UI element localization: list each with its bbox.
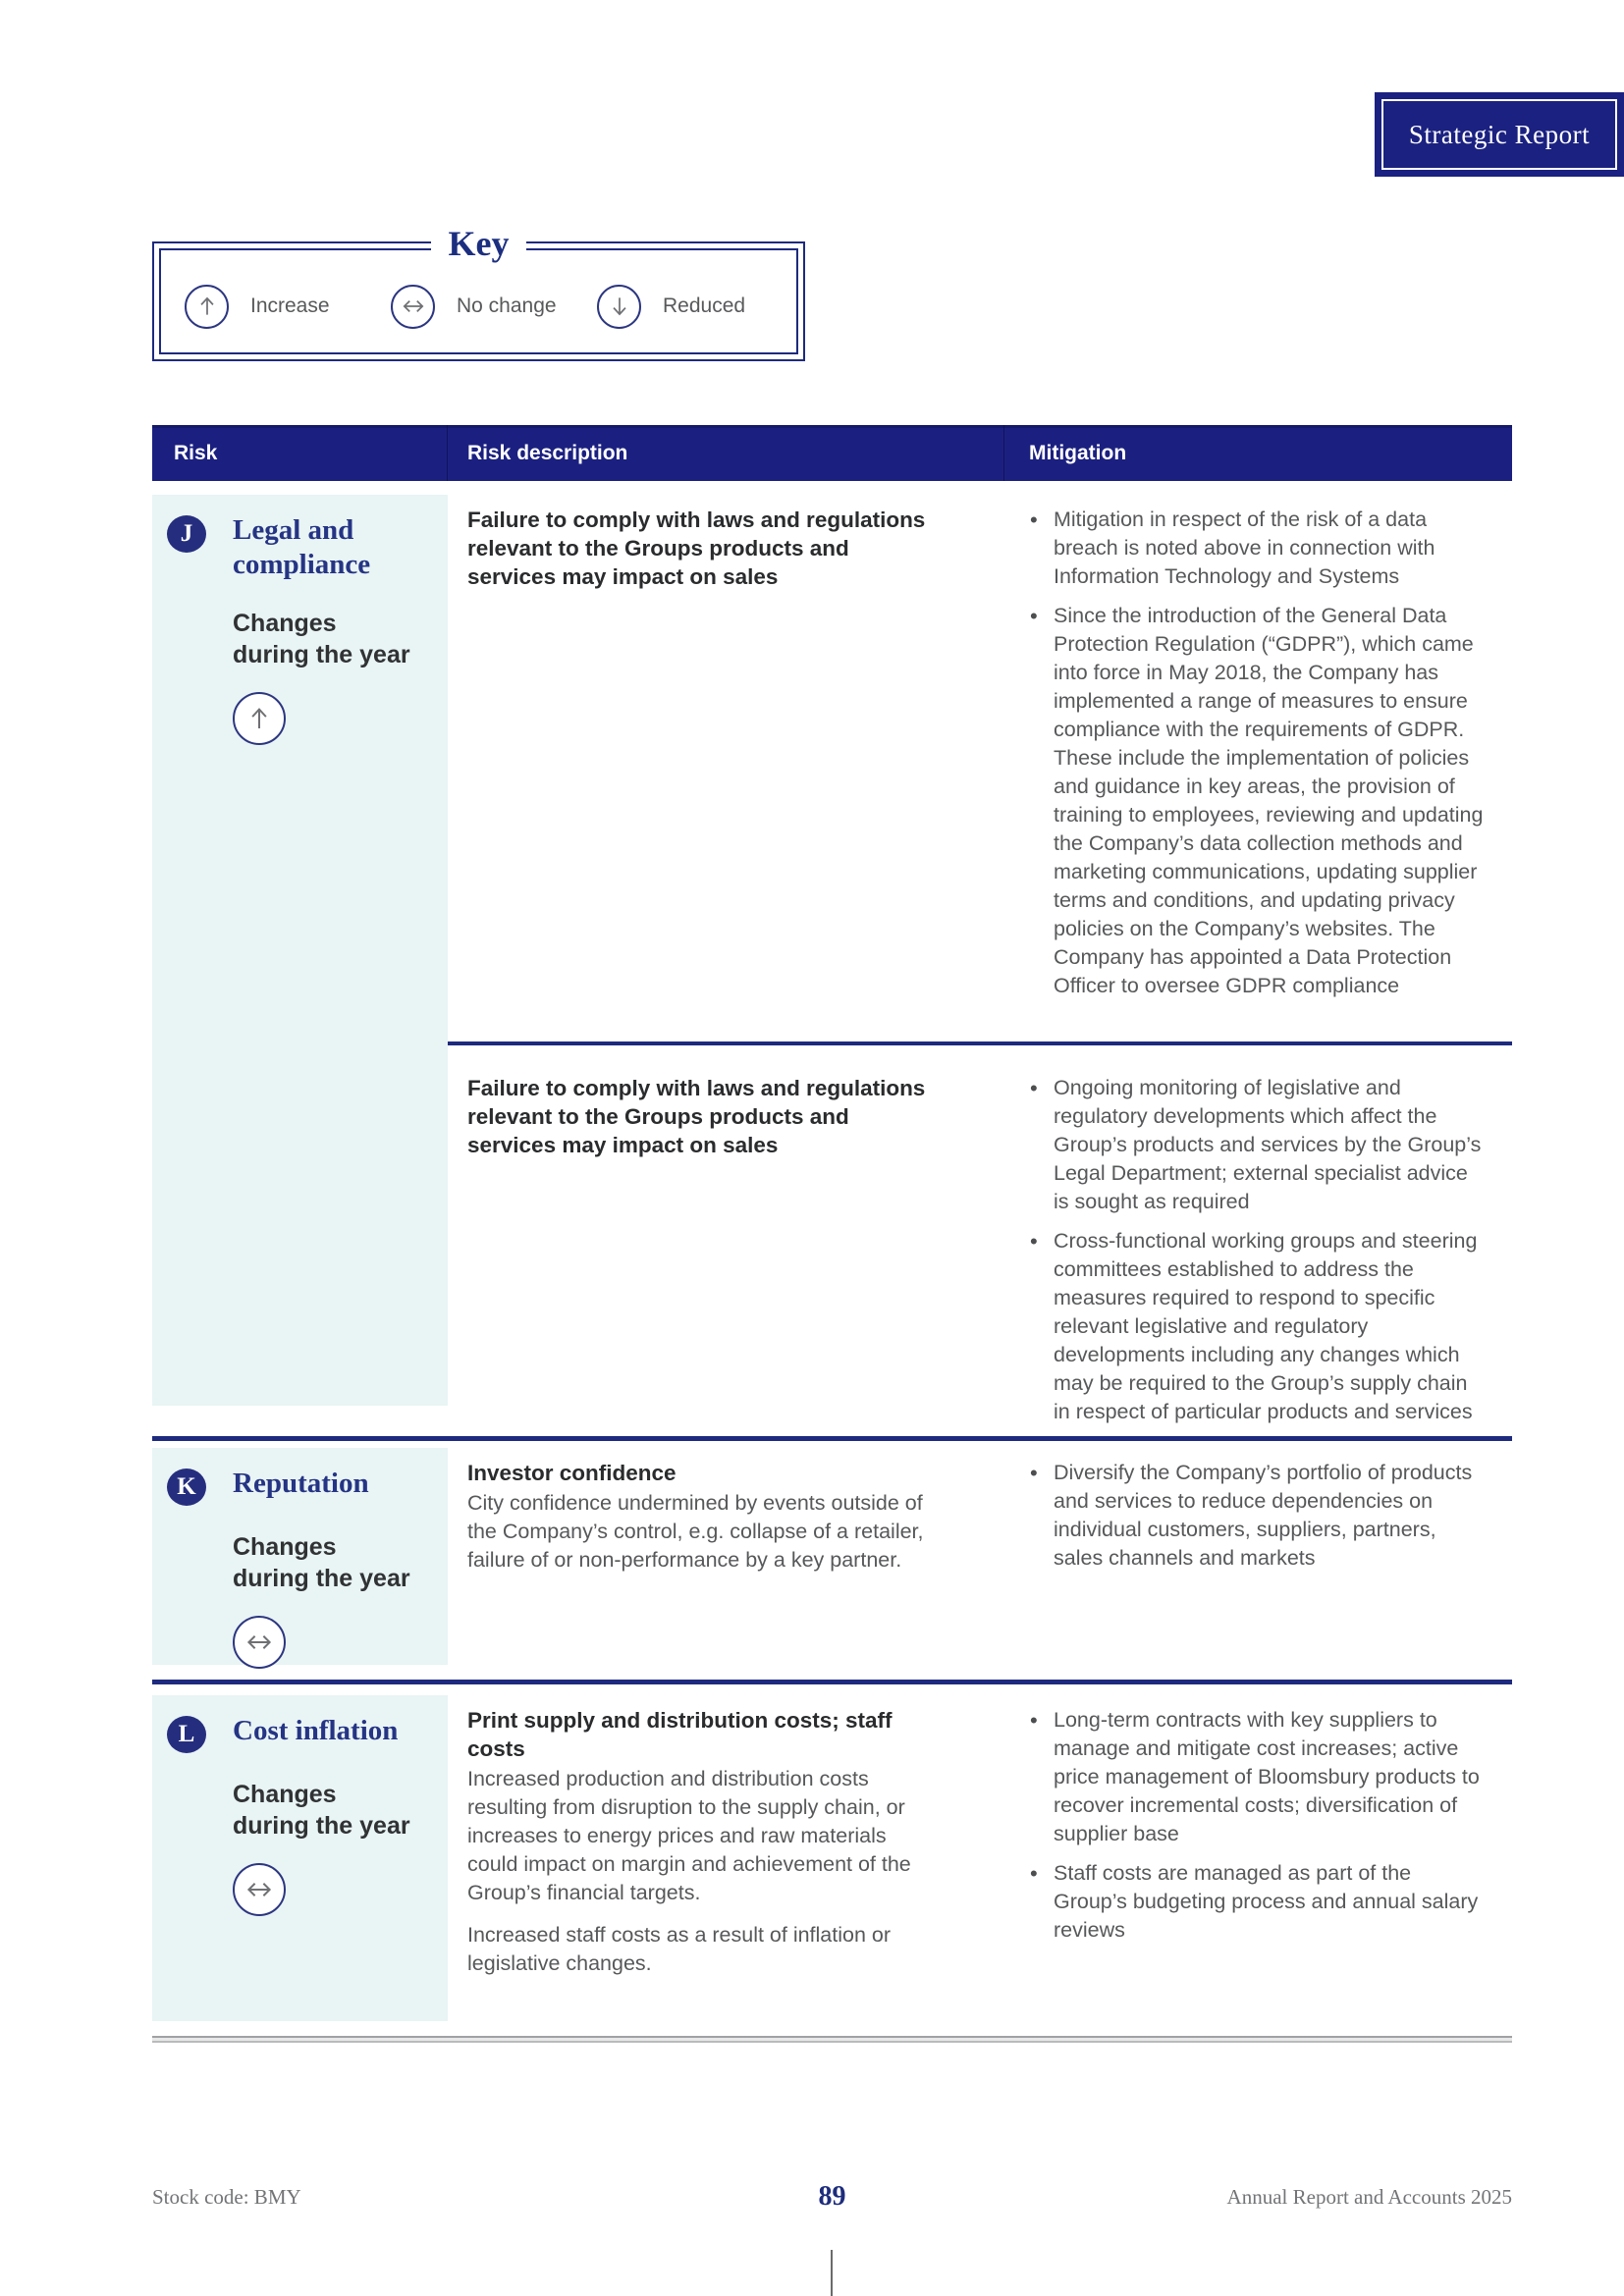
risk-cell	[152, 1448, 448, 1665]
risk-cell-head	[167, 513, 430, 582]
sub-row	[448, 495, 1512, 1041]
risk-cell-head	[167, 1714, 430, 1753]
key-item-increase	[185, 285, 391, 329]
description-cell	[448, 1695, 1003, 1992]
table-row-reputation	[152, 1448, 1512, 1665]
mitigation-item: • Staff costs are managed as part of the Group’s budgeting process and annual salary reviews	[1029, 1859, 1488, 1945]
risk-cell-body	[233, 608, 430, 745]
arrow-left-right-icon	[233, 1616, 286, 1669]
strategic-report-badge	[1375, 92, 1624, 177]
page-number: 89	[818, 2181, 846, 2212]
description-heading: Failure to comply with laws and regulations relevant to the Groups products and services may impact on sales	[467, 507, 926, 589]
header-cell-risk-description: Risk description	[448, 425, 1004, 481]
arrow-down-icon	[597, 285, 641, 329]
row-right	[448, 1448, 1512, 1665]
description-body	[467, 1765, 935, 1978]
key-legend	[152, 224, 805, 361]
arrow-left-right-icon	[233, 1863, 286, 1916]
header-cell-mitigation: Mitigation	[1029, 441, 1127, 464]
sub-row	[448, 1448, 1512, 1588]
mitigation-list	[1029, 1459, 1488, 1573]
risk-title: Legal and compliance	[233, 514, 371, 580]
key-item-label: Increase	[250, 294, 330, 317]
mitigation-cell	[1003, 495, 1512, 1041]
page-footer	[152, 2181, 1512, 2215]
risk-title: Cost inflation	[233, 1715, 399, 1746]
description-heading: Investor confidence	[467, 1461, 677, 1485]
risk-cell	[152, 495, 448, 1406]
mitigation-list	[1029, 1706, 1488, 1945]
header-gap	[152, 481, 1512, 495]
arrow-up-icon	[233, 692, 286, 745]
key-item-label: No change	[457, 294, 557, 317]
description-cell	[448, 1448, 1003, 1588]
mitigation-cell	[1003, 1063, 1512, 1426]
mitigation-list	[1029, 1074, 1488, 1426]
risk-id-badge: L	[167, 1716, 206, 1753]
arrow-left-right-icon	[391, 285, 435, 329]
key-item-label: Reduced	[663, 294, 746, 317]
fold-mark	[831, 2250, 833, 2296]
table-end-rule	[152, 2036, 1512, 2043]
description-cell	[448, 1063, 1003, 1426]
risk-table-header	[152, 425, 1512, 481]
stock-code: Stock code: BMY	[152, 2185, 301, 2209]
strategic-report-badge-border	[1381, 99, 1617, 170]
risk-table	[152, 425, 1512, 2043]
row-right	[448, 495, 1512, 1426]
description-cell	[448, 495, 1003, 1041]
risk-id-badge: J	[167, 515, 206, 553]
mitigation-item: • Cross-functional working groups and steering committees established to address the measures required to respond to specific relevant legislative and regulatory developments including any changes which may be required to the Group’s supply chain in respect of particular products and services	[1029, 1227, 1488, 1426]
table-row-cost-inflation	[152, 1695, 1512, 2021]
changes-during-year-label: Changes during the year	[233, 1781, 410, 1840]
changes-during-year-label: Changes during the year	[233, 1533, 410, 1592]
mitigation-cell	[1003, 1448, 1512, 1588]
row-right	[448, 1695, 1512, 2021]
mitigation-item: • Mitigation in respect of the risk of a data breach is noted above in connection with Information Technology and Systems	[1029, 506, 1488, 591]
sub-row	[448, 1045, 1512, 1426]
key-item-reduced	[597, 285, 803, 329]
report-title: Annual Report and Accounts 2025	[1226, 2185, 1512, 2209]
description-paragraph: City confidence undermined by events outside of the Company’s control, e.g. collapse of a retailer, failure of or non-performance by a key partner.	[467, 1491, 924, 1572]
arrow-up-icon	[185, 285, 229, 329]
risk-cell-head	[167, 1467, 430, 1506]
description-heading: Failure to comply with laws and regulations relevant to the Groups products and services may impact on sales	[467, 1076, 926, 1157]
risk-title: Reputation	[233, 1468, 369, 1499]
table-row-legal-and-compliance	[152, 495, 1512, 1426]
mitigation-cell	[1003, 1695, 1512, 1992]
mitigation-item: • Since the introduction of the General Data Protection Regulation (“GDPR”), which came into force in May 2018, the Company has implemented a range of measures to ensure compliance with the requirements of GDPR. These include the implementation of policies and guidance in key areas, the provision of training to employees, reviewing and updating the Company’s data collection methods and marketing communications, updating supplier terms and conditions, and updating privacy policies on the Company’s websites. The Company has appointed a Data Protection Officer to oversee GDPR compliance	[1029, 602, 1488, 1000]
description-body	[467, 1489, 935, 1575]
changes-during-year-label: Changes during the year	[233, 610, 410, 668]
sub-row	[448, 1695, 1512, 1992]
mitigation-item: • Long-term contracts with key suppliers to manage and mitigate cost increases; active price management of Bloomsbury products to recover incremental costs; diversification of supplier base	[1029, 1706, 1488, 1848]
header-cell-risk: Risk	[152, 425, 448, 481]
key-legend-title: Key	[431, 222, 527, 265]
risk-cell-body	[233, 1531, 430, 1669]
risk-id-badge: K	[167, 1468, 206, 1506]
strategic-report-label: Strategic Report	[1408, 119, 1591, 149]
description-heading: Print supply and distribution costs; staff costs	[467, 1708, 893, 1761]
mitigation-list	[1029, 506, 1488, 1000]
key-item-no-change	[391, 285, 597, 329]
risk-cell-body	[233, 1779, 430, 1916]
risk-cell	[152, 1695, 448, 2021]
mitigation-item: • Ongoing monitoring of legislative and regulatory developments which affect the Group’s products and services by the Group’s Legal Department; external specialist advice is sought as required	[1029, 1074, 1488, 1216]
key-legend-items	[154, 253, 803, 359]
description-paragraph: Increased staff costs as a result of inflation or legislative changes.	[467, 1923, 892, 1975]
mitigation-item: • Diversify the Company’s portfolio of products and services to reduce dependencies on individual customers, suppliers, partners, sales channels and markets	[1029, 1459, 1488, 1573]
description-paragraph: Increased production and distribution costs resulting from disruption to the supply chain, or increases to energy prices and raw materials could impact on margin and achievement of the Group’s financial targets.	[467, 1767, 911, 1904]
